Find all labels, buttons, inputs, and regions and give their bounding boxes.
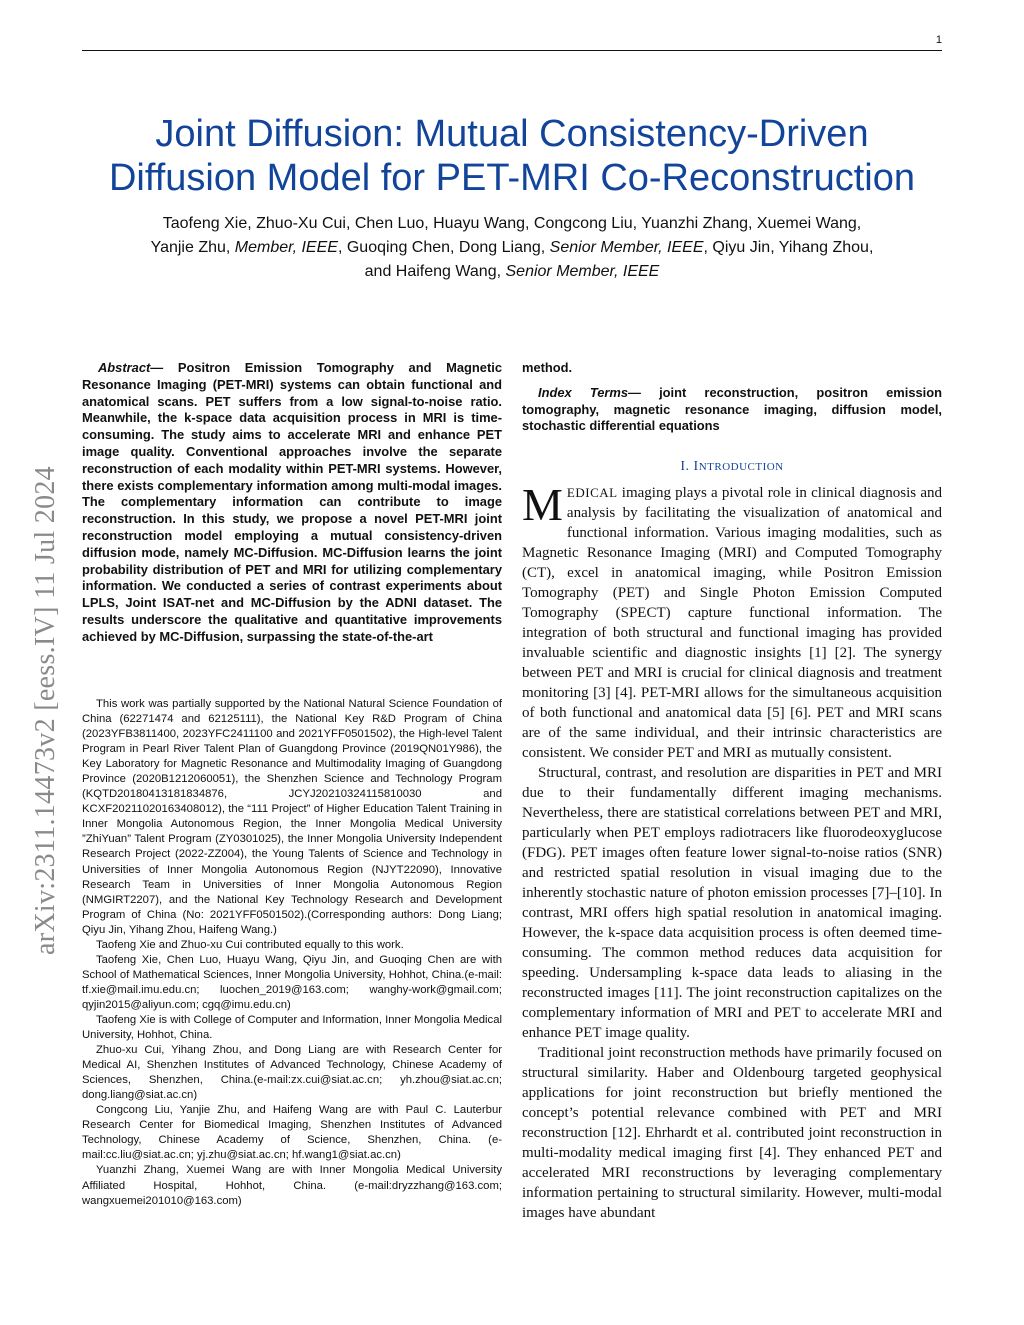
right-column: [522, 360, 942, 1223]
authors-line-2a: Yanjie Zhu,: [150, 239, 231, 256]
first-word-rest: EDICAL: [566, 485, 618, 501]
intro-paragraph-1: [522, 479, 942, 763]
footnotes: [82, 697, 502, 1209]
index-terms: [522, 385, 942, 435]
footnote-affiliation-imu: Taofeng Xie, Chen Luo, Huayu Wang, Qiyu Jin, and Guoqing Chen are with School of Mathematical Sciences, Inner Mongolia University, Hohhot, China.(e-mail: tf.xie@mail.imu.edu.cn; luochen_2019@163.com; wanghy-work@gmail.com; qyjin2015@aliyun.com; cgq@imu.edu.cn): [82, 953, 502, 1011]
title-line-2: Diffusion Model for PET-MRI Co-Reconstruction: [108, 157, 916, 199]
abstract-text: Positron Emission Tomography and Magnetic Resonance Imaging (PET-MRI) systems can obtain functional and anatomical scans. PET suffers from a low signal-to-noise ratio. Meanwhile, the k-space data acquisition process in MRI is time-consuming. The study aims to accelerate MRI and enhance PET image quality. Conventional approaches involve the separate reconstruction of each modality within PET-MRI systems. However, there exists complementary information among multi-modal images. The complementary information can contribute to image reconstruction. In this study, we propose a novel PET-MRI joint reconstruction model employing a mutual consistency-driven diffusion mode, namely MC-Diffusion. MC-Diffusion learns the joint probability distribution of PET and MRI for utilizing complementary information. We conducted a series of contrast experiments about LPLS, Joint ISAT-net and MC-Diffusion by the ADNI dataset. The results underscore the qualitative and quantitative improvements achieved by MC-Diffusion, surpassing the state-of-the-art: [82, 360, 502, 644]
senior-member-title-2: Senior Member, IEEE: [505, 263, 660, 280]
abstract-continuation: method.: [522, 360, 573, 375]
left-column: [82, 360, 502, 646]
heading-first-letter: I: [693, 459, 699, 475]
abstract-lead: Abstract—: [98, 360, 164, 375]
abstract: [82, 360, 502, 646]
footnote-affiliation-siat-ai: Zhuo-xu Cui, Yihang Zhou, and Dong Liang are with Research Center for Medical AI, Shenzhen Institutes of Advanced Technology, Chinese Academy of Sciences, Shenzhen, China.(e-mail:zx.cui@siat.ac.cn; yh.zhou@siat.ac.cn; dong.liang@siat.ac.cn): [82, 1044, 502, 1102]
authors-line-2b: , Guoqing Chen, Dong Liang,: [337, 239, 546, 256]
drop-cap: M: [522, 479, 563, 531]
index-terms-text: joint reconstruction, positron emission tomography, magnetic resonance imaging, diffusion model, stochastic differential equations: [522, 384, 942, 434]
authors-line-3a: and Haifeng Wang,: [364, 263, 502, 280]
arxiv-side-label: arXiv:2311.14473v2 [eess.IV] 11 Jul 2024: [30, 466, 61, 955]
footnote-equal-contribution: Taofeng Xie and Zhuo-xu Cui contributed equally to this work.: [96, 938, 404, 951]
page-number: 1: [935, 34, 942, 46]
authors-line-1: Taofeng Xie, Zhuo-Xu Cui, Chen Luo, Huayu Wang, Congcong Liu, Yuanzhi Zhang, Xuemei Wang,: [162, 215, 862, 232]
header-rule: [82, 50, 942, 51]
member-title: Member, IEEE: [234, 239, 338, 256]
intro-p1-text: imaging plays a pivotal role in clinical diagnosis and analysis by facilitating the visualization of anatomical and functional information. Various imaging modalities, such as Magnetic Resonance Imaging (MRI) and Computed Tomography (CT), excel in anatomical imaging, while Positron Emission Tomography (PET) and Single Photon Emission Computed Tomography (SPECT) capture functional information. The integration of both structural and functional imaging has provided invaluable scientific and diagnostic insights [1] [2]. The synergy between PET and MRI is crucial for clinical diagnosis and treatment monitoring [3] [4]. PET-MRI allows for the simultaneous acquisition of both functional and anatomical data [5] [6]. PET and MRI scans are of the same individual, and their intrinsic characteristics are consistent. We consider PET and MRI as mutually consistent.: [522, 485, 942, 762]
footnote-affiliation-siat-lauterbur: Congcong Liu, Yanjie Zhu, and Haifeng Wang are with Paul C. Lauterbur Research Center for Biomedical Imaging, Shenzhen Institutes of Advanced Technology, Chinese Academy of Science, Shenzhen, China. (e-mail:cc.liu@siat.ac.cn; yj.zhu@siat.ac.cn; hf.wang1@siat.ac.cn): [82, 1104, 502, 1162]
index-terms-lead: Index Terms—: [538, 384, 641, 400]
heading-rest: NTRODUCTION: [698, 461, 784, 474]
senior-member-title: Senior Member, IEEE: [549, 239, 704, 256]
authors-line-2c: , Qiyu Jin, Yihang Zhou,: [703, 239, 874, 256]
title-line-1: Joint Diffusion: Mutual Consistency-Driven: [155, 113, 869, 155]
footnote-affiliation-immu: Taofeng Xie is with College of Computer and Information, Inner Mongolia Medical University, Hohhot, China.: [82, 1013, 502, 1042]
paper-title: [82, 112, 942, 200]
footnote-affiliation-hospital: Yuanzhi Zhang, Xuemei Wang are with Inner Mongolia Medical University Affiliated Hospital, Hohhot, China. (e-mail:dryzzhang@163.com; wangxuemei201010@163.com): [82, 1164, 502, 1207]
author-list: [82, 212, 942, 284]
intro-paragraph-3: Traditional joint reconstruction methods have primarily focused on structural similarity. Haber and Oldenbourg targeted geophysical applications for joint reconstruction but briefly mentioned the concept’s potential relevance combined with PET and MRI reconstruction [12]. Ehrhardt et al. contributed joint reconstruction in multi-modality medical imaging first [4]. They enhanced PET and accelerated MRI reconstructions by leveraging complementary information pertaining to structural similarity. However, multi-modal images have abundant: [522, 1045, 942, 1222]
footnote-funding: This work was partially supported by the National Natural Science Foundation of China (62271474 and 62125111), the National Key R&D Program of China (2023YFB3811400, 2023YFC2411100 and 2021YFF0501502), the High-level Talent Program in Pearl River Talent Plan of Guangdong Province (2019QN01Y986), the Key Laboratory for Magnetic Resonance and Multimodality Imaging of Guangdong Province (2020B1212060051), the Shenzhen Science and Technology Program (KQTD20180413181834876, JCYJ20210324115810030 and KCXF20211020163408012), the “111 Project” of Higher Education Talent Training in Inner Mongolia Autonomous Region, the Inner Mongolia Medical University ”ZhiYuan” Talent Program (ZY0301025), the Inner Mongolia University Independent Research Project (2022-ZZ004), the Young Talents of Science and Technology in Universities of Inner Mongolia Autonomous Region (NJYT22090), Innovative Research Team in Universities of Inner Mongolia Autonomous Region (NMGIRT2207), and the National Key Technology Research and Development Program of China (No: 2021YFF0501502).(Corresponding authors: Dong Liang; Qiyu Jin, Yihang Zhou, Haifeng Wang.): [82, 698, 502, 936]
introduction-heading: [522, 459, 942, 475]
intro-paragraph-2: Structural, contrast, and resolution are disparities in PET and MRI due to their fundamentally different imaging mechanisms. Nevertheless, there are statistical correlations between PET and MRI, particularly when PET employs radiotracers like fluorodeoxyglucose (FDG). PET images often feature lower signal-to-noise ratios (SNR) and restricted spatial resolution in visual imaging due to the inherently stochastic nature of photon emission processes [7]–[10]. In contrast, MRI offers high spatial resolution in anatomical imaging. However, the k-space data acquisition process is often deemed time-consuming. The common method reduces data acquisition for speeding. Undersampling k-space data leads to aliasing in the reconstructed images [11]. The joint reconstruction capitalizes on the complementary information of MRI and PET to accelerate MRI and enhance PET image quality.: [522, 765, 942, 1042]
heading-numeral: I.: [680, 459, 694, 475]
